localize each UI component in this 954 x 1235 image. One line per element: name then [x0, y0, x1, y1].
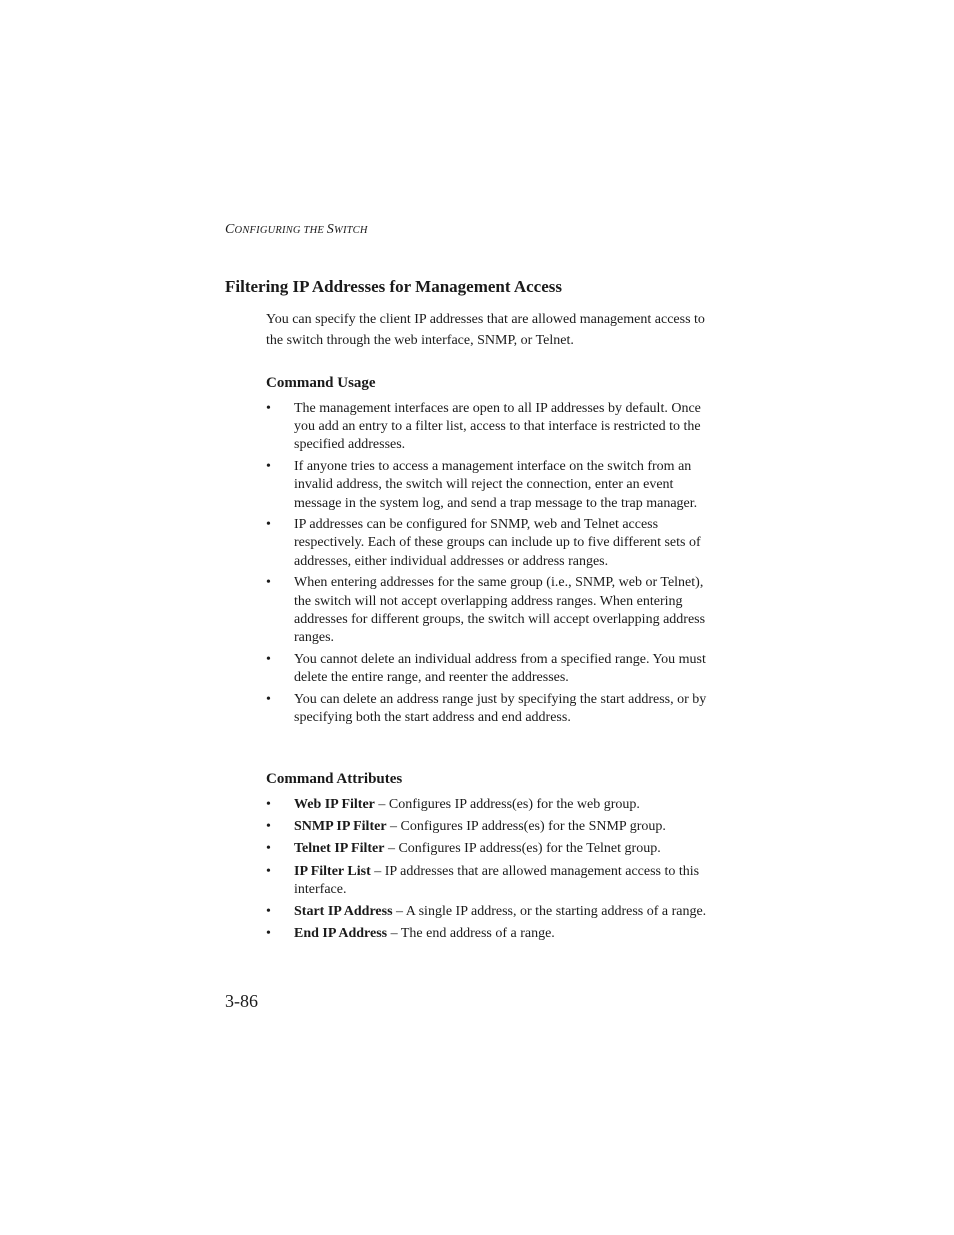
bullet-icon: •	[266, 691, 271, 707]
list-item	[266, 574, 718, 647]
list-item	[266, 840, 718, 858]
section-title: Filtering IP Addresses for Management Access	[225, 277, 562, 296]
list-item-text: IP addresses can be configured for SNMP, web and Telnet access respectively. Each of these groups can include up to five different sets of addresses, either individual addresses or address ranges.	[294, 517, 701, 569]
attribute-description: – IP addresses that are allowed management access to this interface.	[294, 863, 700, 897]
list-item-text: When entering addresses for the same group (i.e., SNMP, web or Telnet), the switch will not accept overlapping address ranges. When entering addresses for different groups, the switch will accept overlapping address ranges.	[294, 575, 706, 645]
running-header	[225, 222, 368, 238]
attribute-term: End IP Address	[294, 926, 388, 942]
list-item	[266, 400, 718, 455]
list-item-text: You cannot delete an individual address from a specified range. You must delete the entire range, and reenter the addresses.	[294, 651, 706, 685]
list-item	[266, 796, 718, 814]
bullet-icon: •	[266, 651, 271, 667]
attribute-description: – The end address of a range.	[387, 926, 555, 942]
attribute-description: – Configures IP address(es) for the web group.	[374, 797, 640, 812]
list-item	[266, 691, 718, 727]
bullet-icon: •	[266, 819, 271, 835]
list-item	[266, 925, 718, 943]
attribute-description: – Configures IP address(es) for the Telnet group.	[384, 841, 661, 857]
command-attributes-heading: Command Attributes	[266, 771, 403, 787]
attribute-term: Start IP Address	[294, 904, 393, 920]
page-number: 3-86	[225, 991, 258, 1011]
list-item-text: You can delete an address range just by specifying the start address, or by specifying both the start address and end address.	[294, 691, 707, 725]
list-item-text: If anyone tries to access a management interface on the switch from an invalid address, the switch will reject the connection, enter an event message in the system log, and send a trap message to the trap manager.	[294, 459, 698, 511]
bullet-icon: •	[266, 797, 271, 812]
list-item	[266, 863, 718, 899]
command-attributes-list	[266, 796, 718, 943]
running-header-initial: C	[225, 222, 235, 237]
bullet-icon: •	[266, 401, 271, 416]
list-item	[266, 458, 718, 513]
attribute-description: – Configures IP address(es) for the SNMP group.	[386, 819, 666, 835]
bullet-icon: •	[266, 517, 271, 533]
list-item-text: The management interfaces are open to all IP addresses by default. Once you add an entry to a filter list, access to that interface is restricted to the specified addresses.	[294, 401, 701, 453]
list-item	[266, 903, 718, 921]
attribute-term: IP Filter List	[294, 863, 371, 879]
list-item	[266, 651, 718, 687]
command-usage-list	[266, 400, 718, 727]
list-item	[266, 818, 718, 836]
bullet-icon: •	[266, 575, 271, 591]
bullet-icon: •	[266, 841, 271, 857]
command-usage-heading: Command Usage	[266, 375, 376, 391]
running-header-initial-2: S	[326, 222, 334, 237]
bullet-icon: •	[266, 863, 271, 879]
bullet-icon: •	[266, 904, 271, 920]
attribute-description: – A single IP address, or the starting address of a range.	[392, 904, 707, 920]
bullet-icon: •	[266, 926, 271, 942]
running-header-smallcaps-2: WITCH	[334, 225, 368, 236]
attribute-term: SNMP IP Filter	[294, 819, 387, 835]
attribute-term: Web IP Filter	[294, 797, 375, 812]
list-item	[266, 516, 718, 571]
bullet-icon: •	[266, 459, 271, 475]
running-header-smallcaps: ONFIGURING THE	[234, 225, 327, 236]
intro-paragraph: You can specify the client IP addresses that are allowed management access to the switch through the web interface, SNMP, or Telnet.	[266, 312, 705, 348]
attribute-term: Telnet IP Filter	[294, 841, 385, 857]
